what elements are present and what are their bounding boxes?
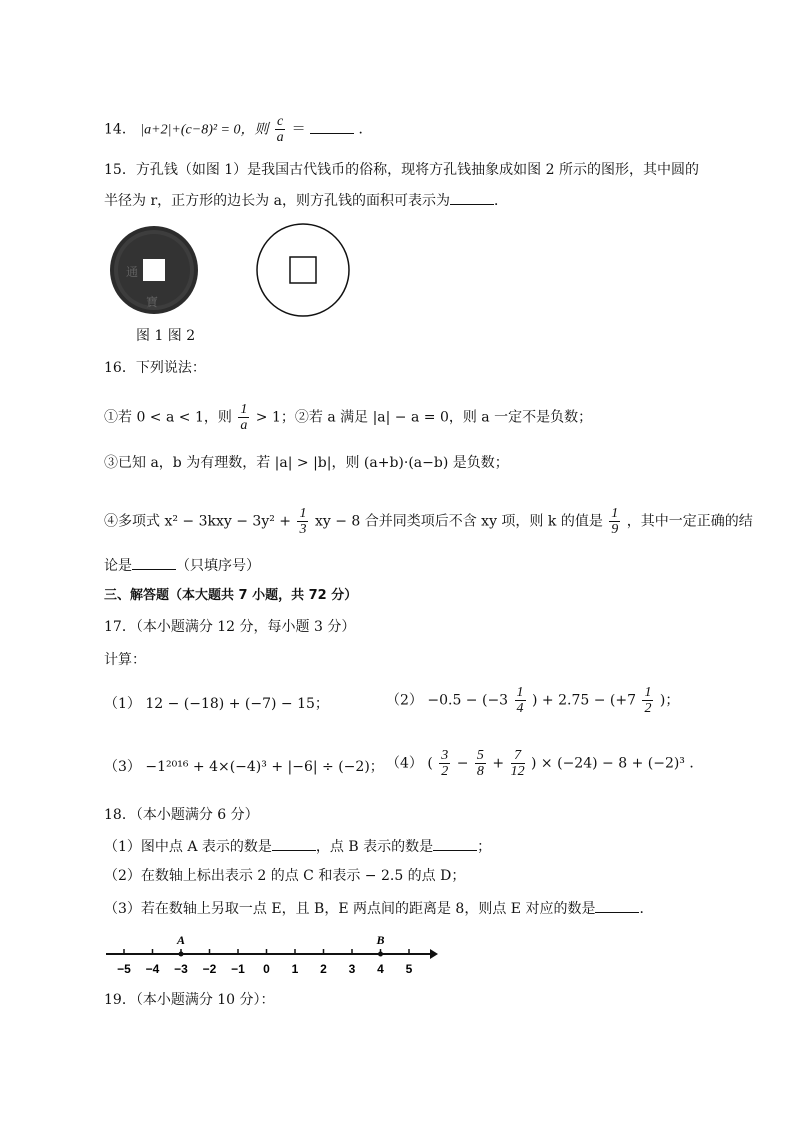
q18-part-3 — [104, 898, 653, 919]
q17-problem-3: （3） −1²⁰¹⁶ + 4×(−4)³ + |−6| ÷ (−2)； — [104, 759, 384, 775]
point-a-label: A — [176, 933, 186, 947]
q17-p4-f3-den: 12 — [510, 764, 525, 779]
q15-line2-text: 半径为 r，正方形的边长为 a，则方孔钱的面积可表示为 — [104, 193, 450, 209]
q16-title: 16．下列说法： — [104, 360, 206, 376]
q15-answer-blank[interactable] — [450, 190, 494, 205]
q17-p4-f3-num: 7 — [511, 748, 525, 764]
q16-s1-den: a — [240, 418, 248, 433]
svg-text:寶: 寶 — [146, 295, 159, 309]
q16-answer-blank[interactable] — [132, 555, 176, 570]
q16-conclusion-note: （只填序号） — [176, 558, 260, 574]
section-3-heading: 三、解答题（本大题共 7 小题，共 72 分） — [104, 588, 358, 603]
q18-p1-text-a: （1）图中点 A 表示的数是 — [104, 839, 272, 855]
q16-s4-f1-den: 3 — [299, 522, 307, 537]
q18-p1-text-c: ； — [477, 839, 492, 855]
number-line-tick-label: 0 — [263, 962, 270, 976]
q17-p2-f2-den: 2 — [644, 701, 652, 716]
q14-equals: ＝ — [291, 121, 306, 138]
point-b-label: B — [376, 933, 385, 947]
question-14 — [104, 114, 373, 145]
q17-p2-text-b: ) + 2.75 − (+7 — [532, 692, 636, 709]
q17-p4-fraction-2 — [475, 748, 486, 779]
q17-calc-label: 计算： — [104, 652, 146, 668]
point-b-dot — [378, 952, 383, 957]
q18-p3-text: （3）若在数轴上另取一点 E，且 B，E 两点间的距离是 8，则点 E 对应的数是 — [104, 901, 596, 917]
number-line-tick-label: 2 — [320, 962, 327, 976]
q17-p4-op-1: − — [456, 755, 469, 772]
svg-text:通: 通 — [126, 265, 139, 279]
q17-p2-text-a: （2） −0.5 − (−3 — [386, 692, 509, 709]
q17-p2-f1-num: 1 — [516, 685, 524, 700]
q17-p4-f2-den: 8 — [476, 764, 484, 779]
q19-title: 19．（本小题满分 10 分）： — [104, 992, 275, 1008]
coin-diagram-figure — [255, 222, 351, 318]
q16-s4-f2-num: 1 — [611, 506, 619, 521]
q17-p2-text-c: )； — [659, 692, 680, 709]
q14-end: ． — [358, 121, 373, 138]
q18-part-2: （2）在数轴上标出表示 2 的点 C 和表示 − 2.5 的点 D； — [104, 868, 466, 884]
figure-caption: 图 1 图 2 — [136, 328, 196, 344]
q16-conclusion — [104, 555, 260, 576]
q17-p4-f1-den: 2 — [441, 764, 449, 779]
q17-p2-f1-den: 4 — [516, 701, 524, 716]
number-line-tick-label: −5 — [117, 962, 131, 976]
q14-number: 14． — [104, 121, 136, 138]
q14-fraction — [275, 114, 285, 145]
q18-part-1 — [104, 836, 491, 857]
q14-frac-num: c — [276, 114, 284, 129]
q16-s2-text: > 1；②若 a 满足 |a| − a = 0，则 a 一定不是负数； — [255, 409, 593, 426]
q17-p2-f2-num: 1 — [644, 685, 652, 700]
q17-problem-2 — [386, 685, 679, 716]
q18-e-answer-blank[interactable] — [595, 898, 639, 913]
q16-s4-text-b: xy − 8 合并同类项后不含 xy 项，则 k 的值是 — [314, 513, 603, 530]
q15-line2 — [104, 190, 508, 211]
q17-p4-fraction-1 — [439, 748, 450, 779]
number-line-tick-label: −3 — [174, 962, 188, 976]
q18-p1-text-b: ，点 B 表示的数是 — [315, 839, 434, 855]
q16-s4-text-c: ，其中一定正确的结 — [626, 513, 753, 530]
q17-p2-fraction-2 — [642, 685, 653, 716]
number-line-tick-label: 4 — [377, 962, 384, 976]
q16-s4-fraction-1 — [297, 506, 308, 537]
q17-p4-text-a: （4） ( — [386, 755, 433, 772]
q14-frac-den: a — [276, 130, 284, 145]
q16-s1-text: ①若 0 < a < 1，则 — [104, 409, 232, 426]
q17-problem-4 — [386, 748, 703, 779]
number-line-arrow — [430, 949, 438, 959]
q16-s4-f2-den: 9 — [611, 522, 619, 537]
point-a-dot — [179, 952, 184, 957]
q17-p4-f1-num: 3 — [441, 748, 449, 763]
number-line-tick-label: 3 — [348, 962, 356, 976]
q16-s4-fraction-2 — [609, 506, 620, 537]
q17-p4-fraction-3 — [511, 748, 525, 779]
q18-title: 18．（本小题满分 6 分） — [104, 807, 259, 823]
number-line-tick-label: 1 — [291, 962, 299, 976]
coin-photo-figure — [108, 224, 200, 316]
q15-end: ． — [493, 193, 508, 209]
q17-title: 17．（本小题满分 12 分，每小题 3 分） — [104, 619, 356, 635]
q16-s4-text-a: ④多项式 x² − 3kxy − 3y² + — [104, 513, 292, 530]
q16-conclusion-text: 论是 — [104, 558, 132, 574]
number-line-tick-label: −2 — [202, 962, 217, 976]
q17-p4-text-b: ) × (−24) − 8 + (−2)³ ． — [531, 755, 704, 772]
q18-b-answer-blank[interactable] — [433, 836, 477, 851]
number-line — [100, 928, 440, 980]
q17-problem-1: （1） 12 − (−18) + (−7) − 15； — [104, 696, 329, 712]
q18-a-answer-blank[interactable] — [272, 836, 316, 851]
q15-line1: 15．方孔钱（如图 1）是我国古代钱币的俗称，现将方孔钱抽象成如图 2 所示的图形，其中圆的 — [104, 162, 699, 178]
q16-statement-3: ③已知 a，b 为有理数，若 |a| > |b|，则 (a+b)·(a−b) 是负数； — [104, 455, 509, 471]
q16-s1-num: 1 — [240, 402, 248, 417]
q16-s4-f1-num: 1 — [299, 506, 307, 521]
number-line-tick-label: −4 — [145, 962, 160, 976]
q16-s1-fraction — [238, 402, 249, 433]
q17-p2-fraction-1 — [515, 685, 526, 716]
number-line-tick-label: −1 — [231, 962, 245, 976]
q14-answer-blank[interactable] — [310, 119, 354, 134]
q18-p3-end: ． — [639, 901, 654, 917]
q16-statement-1-2 — [104, 402, 592, 433]
q14-expression: |a+2|+(c−8)² = 0，则 — [140, 122, 269, 138]
q17-p4-op-2: + — [492, 755, 505, 772]
q16-statement-4 — [104, 506, 753, 537]
number-line-tick-label: 5 — [405, 962, 413, 976]
q17-p4-f2-num: 5 — [476, 748, 484, 763]
